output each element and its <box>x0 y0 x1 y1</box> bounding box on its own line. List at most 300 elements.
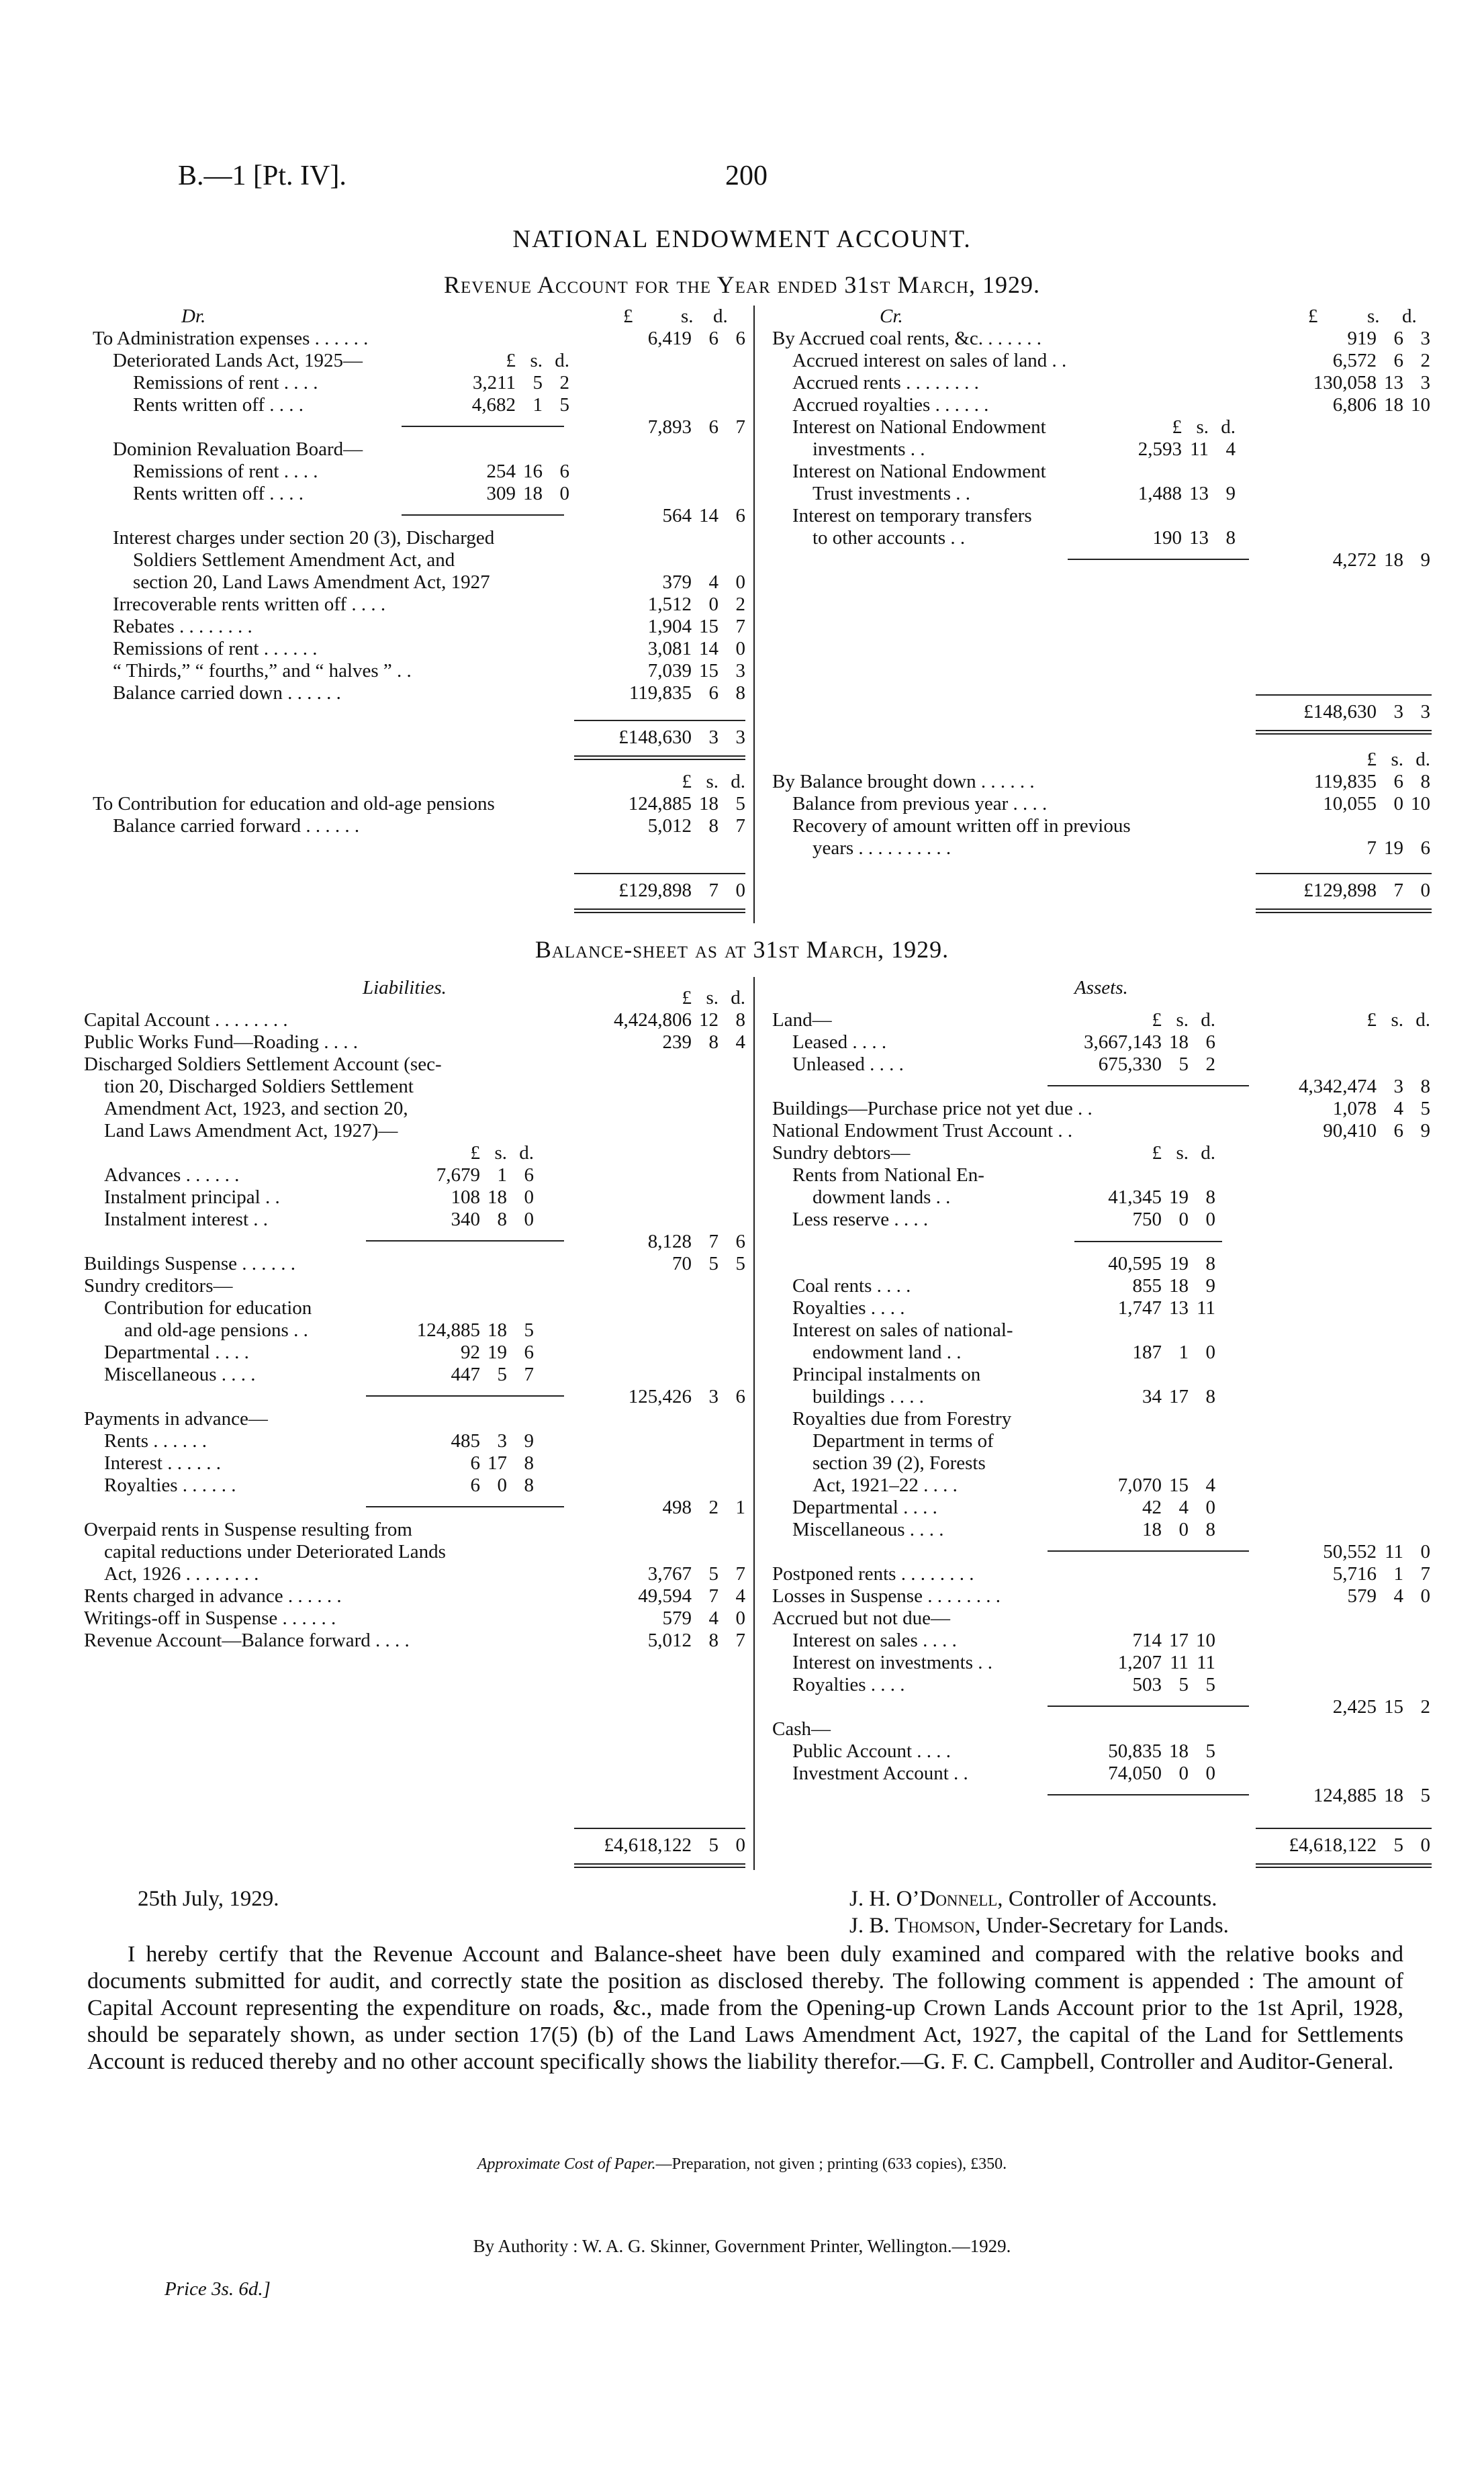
inner-pounds: 42 <box>1142 1497 1162 1518</box>
amount-pence: 8 <box>735 682 745 704</box>
ledger-row <box>772 1364 1430 1386</box>
revenue-total2-cr-d: 0 <box>1420 880 1430 901</box>
ledger-row <box>772 438 1430 461</box>
inner-shillings: 0 <box>1178 1763 1189 1784</box>
amount-pounds: 10,055 <box>1323 793 1377 814</box>
inner-shillings: s. <box>1176 1009 1189 1031</box>
ledger-row <box>772 1718 1430 1740</box>
inner-pence: 0 <box>1205 1209 1215 1230</box>
amount-pounds: 49,594 <box>638 1585 692 1607</box>
amount-pounds: 130,058 <box>1313 372 1377 393</box>
amount-shillings: 18 <box>1384 1785 1403 1806</box>
ledger-row <box>772 1054 1430 1076</box>
amount-shillings: 13 <box>1384 372 1403 393</box>
balance-heading: Balance-sheet as at 31st March, 1929. <box>535 936 949 963</box>
entry-text: Land Laws Amendment Act, 1927)— <box>104 1120 398 1141</box>
entry-text: tion 20, Discharged Soldiers Settlement <box>104 1076 414 1097</box>
ledger-row <box>772 1541 1430 1563</box>
ledger-row <box>93 483 744 505</box>
ledger-row <box>772 1607 1430 1630</box>
inner-shillings: s. <box>530 350 543 371</box>
ledger-row <box>772 1009 1430 1031</box>
ledger-row <box>84 1054 745 1076</box>
inner-pence: d. <box>1221 416 1236 438</box>
inner-pounds: 714 <box>1132 1630 1162 1651</box>
signatory-1-role: Controller of Accounts. <box>1008 1887 1217 1911</box>
entry-text: Contribution for education <box>104 1297 312 1319</box>
entry-text: Interest on sales of national- <box>792 1319 1013 1341</box>
entry-text: Department in terms of <box>813 1430 994 1452</box>
amount-shillings: 7 <box>708 1585 718 1607</box>
ledger-row <box>772 1452 1430 1475</box>
amount-pence: 7 <box>735 416 745 438</box>
inner-shillings: 0 <box>1178 1209 1189 1230</box>
inner-pence: 10 <box>1196 1630 1215 1651</box>
ledger-row <box>772 1475 1430 1497</box>
ledger-row <box>772 1563 1430 1585</box>
ledger-row <box>84 1541 745 1563</box>
entry-text: years . . . . . . . . . . <box>813 837 952 859</box>
inner-pounds: 190 <box>1152 527 1182 549</box>
ledger-row <box>772 1386 1430 1408</box>
amount-pounds: 6,419 <box>647 328 692 349</box>
amount-pounds: 5,716 <box>1332 1563 1377 1585</box>
amount-shillings: 4 <box>1393 1098 1403 1119</box>
inner-shillings: 11 <box>1170 1652 1189 1673</box>
inner-pence: d. <box>1201 1009 1215 1031</box>
inner-pounds: 187 <box>1132 1342 1162 1363</box>
cr-cur-d: d. <box>1402 306 1417 327</box>
entry-text: Remissions of rent . . . . . . <box>113 638 318 659</box>
ledger-row <box>84 1519 745 1541</box>
entry-text: investments . . <box>813 438 925 460</box>
inner-pounds: 6 <box>470 1452 480 1474</box>
liab-total-rule-top <box>574 1828 745 1829</box>
inner-pounds: 108 <box>451 1186 480 1208</box>
entry-text: Accrued interest on sales of land . . <box>792 350 1067 371</box>
ledger-row <box>772 1519 1430 1541</box>
inner-shillings: 17 <box>1169 1386 1189 1407</box>
ledger-row <box>84 1497 745 1519</box>
ledger-row <box>772 1164 1430 1186</box>
revenue-total2-dr-d: 0 <box>735 880 745 901</box>
ledger-row <box>772 837 1430 859</box>
amount-pence: 3 <box>735 660 745 682</box>
amount-pence: 6 <box>735 1231 745 1252</box>
inner-pounds: £ <box>1152 1142 1162 1164</box>
ledger-row <box>772 749 1430 771</box>
ledger-row <box>84 1607 745 1630</box>
ledger-row <box>772 1142 1430 1164</box>
entry-text: Writings-off in Suspense . . . . . . <box>84 1607 336 1629</box>
ledger-row <box>93 416 744 438</box>
dr2-total-rule-b2 <box>574 912 745 913</box>
entry-text: Coal rents . . . . <box>792 1275 911 1297</box>
signature-1 <box>849 1887 1217 1912</box>
inner-pounds: 74,050 <box>1108 1763 1162 1784</box>
entry-text: “ Thirds,” “ fourths,” and “ halves ” . . <box>113 660 412 682</box>
authority-line <box>0 2236 1484 2257</box>
inner-pounds: 1,207 <box>1117 1652 1162 1673</box>
amount-pence: d. <box>731 987 745 1009</box>
liab-total-rule-b1 <box>574 1863 745 1865</box>
ledger-row <box>84 1452 745 1475</box>
amount-shillings: 8 <box>708 815 718 837</box>
inner-pounds: £ <box>1152 1009 1162 1031</box>
amount-pounds: 7 <box>1366 837 1377 859</box>
page-number: 200 <box>725 160 768 191</box>
ledger-row <box>84 1475 745 1497</box>
inner-pence: 6 <box>524 1342 534 1363</box>
ledger-row <box>772 1408 1430 1430</box>
amount-pence: 2 <box>1420 1696 1430 1718</box>
inner-pence: 6 <box>1205 1031 1215 1053</box>
revenue-total2-cr: £129,898 <box>1303 880 1377 901</box>
entry-text: Rents written off . . . . <box>133 394 304 416</box>
entry-text: Rebates . . . . . . . . <box>113 616 252 637</box>
ledger-row <box>93 461 744 483</box>
inner-pence: 5 <box>559 394 569 416</box>
assets-total-rule-top <box>1256 1828 1432 1829</box>
subtotal-rule <box>1048 1550 1249 1552</box>
entry-text: Land— <box>772 1009 832 1031</box>
ledger-row <box>772 1740 1430 1763</box>
amount-shillings: 15 <box>699 660 718 682</box>
inner-shillings: 18 <box>488 1186 507 1208</box>
ledger-row <box>93 549 744 571</box>
entry-text: Interest on National Endowment <box>792 461 1046 482</box>
entry-text: Interest charges under section 20 (3), Discharged <box>113 527 495 549</box>
amount-pence: 3 <box>1420 328 1430 349</box>
amount-pounds: 3,767 <box>647 1563 692 1585</box>
ledger-row <box>93 372 744 394</box>
revenue-total2-cr-s: 7 <box>1393 880 1403 901</box>
amount-pence: 2 <box>1420 350 1430 371</box>
entry-text: Accrued but not due— <box>772 1607 950 1629</box>
entry-text: Royalties due from Forestry <box>792 1408 1012 1430</box>
ledger-row <box>772 1763 1430 1785</box>
ledger-row <box>84 987 745 1009</box>
amount-pence: 4 <box>735 1585 745 1607</box>
amount-pence: 6 <box>735 505 745 526</box>
amount-shillings: 6 <box>708 416 718 438</box>
inner-shillings: 5 <box>497 1364 507 1385</box>
inner-pence: 11 <box>1197 1652 1215 1673</box>
amount-pounds: 1,904 <box>647 616 692 637</box>
balance-divider <box>753 977 755 1870</box>
amount-pounds: 1,512 <box>647 594 692 615</box>
amount-pence: 7 <box>735 815 745 837</box>
inner-pence: 7 <box>524 1364 534 1385</box>
amount-pounds: 70 <box>672 1253 692 1274</box>
revenue-divider <box>753 306 755 923</box>
entry-text: and old-age pensions . . <box>124 1319 308 1341</box>
amount-shillings: 6 <box>708 328 718 349</box>
amount-pounds: 579 <box>1347 1585 1377 1607</box>
ledger-row <box>772 1674 1430 1696</box>
inner-pence: 2 <box>559 372 569 393</box>
ledger-row <box>84 1209 745 1231</box>
entry-text: Departmental . . . . <box>792 1497 937 1518</box>
inner-pence: 8 <box>1205 1519 1215 1540</box>
amount-pence: 0 <box>1420 1541 1430 1562</box>
inner-pounds: 40,595 <box>1108 1253 1162 1274</box>
balance-total-assets-d: 0 <box>1420 1834 1430 1856</box>
entry-text: Royalties . . . . . . <box>104 1475 236 1496</box>
entry-text: to other accounts . . <box>813 527 966 549</box>
ledger-row <box>772 815 1430 837</box>
entry-text: Less reserve . . . . <box>792 1209 929 1230</box>
signatory-2-name: J. B. Thomson, <box>849 1914 981 1938</box>
inner-pounds: 3,667,143 <box>1084 1031 1162 1053</box>
inner-shillings: 1 <box>497 1164 507 1186</box>
amount-shillings: 15 <box>1384 1696 1403 1718</box>
dr-label: Dr. <box>181 306 206 327</box>
inner-pence: 2 <box>1205 1054 1215 1075</box>
ledger-row <box>84 1076 745 1098</box>
amount-pence: 0 <box>735 1607 745 1629</box>
cr2-total-rule-b1 <box>1256 908 1432 910</box>
signatory-1-name: J. H. O’Donnell, <box>849 1887 1003 1911</box>
amount-pence: 6 <box>735 1386 745 1407</box>
inner-shillings: 17 <box>488 1452 507 1474</box>
amount-pence: 5 <box>735 793 745 814</box>
ledger-row <box>84 1098 745 1120</box>
inner-shillings: 15 <box>1169 1475 1189 1496</box>
entry-text: Amendment Act, 1923, and section 20, <box>104 1098 408 1119</box>
inner-pence: 4 <box>1205 1475 1215 1496</box>
ledger-row <box>93 638 744 660</box>
ledger-row <box>93 815 744 837</box>
amount-shillings: 6 <box>1393 1120 1403 1141</box>
audit-certificate: I hereby certify that the Revenue Account and Balance-sheet have been duly examined and compared with the relative books and documents submitted for audit, and correctly state the position as disclosed thereby. The following comment is appended : The amount of Capital Account representing the expenditure on roads, &c., made from the Opening-up Crown Lands Account prior to the 1st April, 1928, should be separately shown, as under section 17(5) (b) of the Land Laws Amendment Act, 1927, the capital of the Land for Settlements Account is reduced thereby and no other account specifically shows the liability therefor.—G. F. C. Campbell, Controller and Auditor-General. <box>87 1942 1403 2074</box>
amount-shillings: 4 <box>708 571 718 593</box>
cr-total-rule-top <box>1256 694 1432 696</box>
entry-text: Irrecoverable rents written off . . . . <box>113 594 386 615</box>
inner-pence: 8 <box>524 1452 534 1474</box>
ledger-row <box>772 1785 1430 1807</box>
inner-shillings: s. <box>1196 416 1209 438</box>
ledger-row <box>772 1497 1430 1519</box>
inner-pounds: 855 <box>1132 1275 1162 1297</box>
revenue-credit-entries <box>772 328 1430 571</box>
entry-text: Instalment interest . . <box>104 1209 269 1230</box>
ledger-row <box>84 1386 745 1408</box>
inner-pounds: 50,835 <box>1108 1740 1162 1762</box>
inner-pounds: 254 <box>486 461 516 482</box>
inner-pence: 8 <box>524 1475 534 1496</box>
amount-shillings: 11 <box>1385 1541 1403 1562</box>
entry-text: Recovery of amount written off in previous <box>792 815 1131 837</box>
ledger-row <box>772 1585 1430 1607</box>
ledger-row <box>84 1009 745 1031</box>
inner-shillings: 4 <box>1178 1497 1189 1518</box>
balance-total-liab-d: 0 <box>735 1834 745 1856</box>
amount-pence: 0 <box>735 638 745 659</box>
ledger-row <box>84 1297 745 1319</box>
amount-shillings: 3 <box>708 1386 718 1407</box>
amount-pence: 0 <box>1420 1585 1430 1607</box>
entry-text: Accrued royalties . . . . . . <box>792 394 989 416</box>
balance-total-assets: £4,618,122 <box>1289 1834 1377 1856</box>
inner-pence: 5 <box>524 1319 534 1341</box>
inner-shillings: 18 <box>523 483 543 504</box>
dr-cur-l: £ <box>623 306 633 327</box>
amount-pence: 4 <box>735 1031 745 1053</box>
entry-text: Payments in advance— <box>84 1408 268 1430</box>
amount-shillings: 14 <box>699 505 718 526</box>
ledger-row <box>84 1186 745 1209</box>
inner-pence: 6 <box>524 1164 534 1186</box>
entry-text: dowment lands . . <box>813 1186 951 1208</box>
amount-pounds: £ <box>682 987 692 1009</box>
ledger-row <box>93 594 744 616</box>
entry-text: buildings . . . . <box>813 1386 924 1407</box>
entry-text: Miscellaneous . . . . <box>104 1364 256 1385</box>
price: Price 3s. 6d.] <box>165 2278 271 2300</box>
ledger-row <box>772 1652 1430 1674</box>
inner-shillings: 18 <box>488 1319 507 1341</box>
ledger-row <box>93 527 744 549</box>
ledger-row <box>93 571 744 594</box>
inner-pounds: 485 <box>451 1430 480 1452</box>
amount-pounds: 919 <box>1347 328 1377 349</box>
ledger-row <box>772 1031 1430 1054</box>
amount-pounds: 6,572 <box>1332 350 1377 371</box>
amount-shillings: s. <box>1391 749 1403 770</box>
entry-text: Investment Account . . <box>792 1763 968 1784</box>
assets-total-rule-b2 <box>1256 1867 1432 1868</box>
entry-text: section 39 (2), Forests <box>813 1452 986 1474</box>
inner-pounds: 41,345 <box>1108 1186 1162 1208</box>
subtotal-rule <box>1048 1085 1249 1086</box>
revenue-total-cr: £148,630 <box>1303 701 1377 722</box>
ledger-row <box>772 1209 1430 1231</box>
entry-text: Royalties . . . . <box>792 1297 905 1319</box>
amount-shillings: 6 <box>1393 771 1403 792</box>
amount-shillings: 8 <box>708 1031 718 1053</box>
inner-shillings: 18 <box>1169 1031 1189 1053</box>
ledger-row <box>772 549 1430 571</box>
inner-shillings: 5 <box>1178 1674 1189 1695</box>
amount-pounds: 498 <box>662 1497 692 1518</box>
subtotal-rule <box>366 1395 564 1397</box>
ledger-row <box>93 793 744 815</box>
ledger-row <box>772 1297 1430 1319</box>
amount-pence: d. <box>731 771 745 792</box>
inner-pence: 9 <box>1205 1275 1215 1297</box>
amount-shillings: 1 <box>1393 1563 1403 1585</box>
amount-pence: 10 <box>1411 793 1430 814</box>
subtotal-rule <box>366 1506 564 1507</box>
amount-pounds: 4,424,806 <box>614 1009 692 1031</box>
entry-text: Accrued rents . . . . . . . . <box>792 372 979 393</box>
ledger-row <box>772 505 1430 527</box>
subtotal-rule <box>1048 1794 1249 1795</box>
entry-text: Overpaid rents in Suspense resulting from <box>84 1519 412 1540</box>
ledger-row <box>93 682 744 704</box>
ledger-row <box>772 1186 1430 1209</box>
ledger-row <box>93 771 744 793</box>
amount-pence: 6 <box>1420 837 1430 859</box>
assets-total-rule-b1 <box>1256 1863 1432 1865</box>
cost-label: Approximate Cost of Paper. <box>477 2155 656 2173</box>
ledger-row <box>84 1275 745 1297</box>
entry-text: Interest on National Endowment <box>792 416 1046 438</box>
ledger-row <box>93 438 744 461</box>
ledger-row <box>772 793 1430 815</box>
amount-pounds: 8,128 <box>647 1231 692 1252</box>
amount-shillings: s. <box>706 771 718 792</box>
ledger-row <box>772 1430 1430 1452</box>
amount-shillings: 19 <box>1384 837 1403 859</box>
inner-shillings: 13 <box>1189 483 1209 504</box>
ledger-row <box>772 416 1430 438</box>
inner-pounds: 1,747 <box>1117 1297 1162 1319</box>
dr-total-rule-top <box>574 720 745 721</box>
amount-pounds: 2,425 <box>1332 1696 1377 1718</box>
revenue-total-dr-s: 3 <box>708 727 718 748</box>
ledger-row <box>84 1585 745 1607</box>
inner-pence: d. <box>1201 1142 1215 1164</box>
cr-label: Cr. <box>880 306 903 327</box>
signatory-2-role: Under-Secretary for Lands. <box>986 1914 1229 1938</box>
inner-pence: 0 <box>524 1186 534 1208</box>
inner-shillings: 19 <box>488 1342 507 1363</box>
amount-pounds: 379 <box>662 571 692 593</box>
ledger-row <box>93 616 744 638</box>
amount-pence: 8 <box>1420 1076 1430 1097</box>
inner-pounds: £ <box>1172 416 1182 438</box>
entry-text: Interest on sales . . . . <box>792 1630 957 1651</box>
inner-pence: 5 <box>1205 1674 1215 1695</box>
authority-text: W. A. G. Skinner, Government Printer, Wellington.—1929. <box>582 2236 1011 2256</box>
revenue-total2-dr-s: 7 <box>708 880 718 901</box>
entry-text: Postponed rents . . . . . . . . <box>772 1563 974 1585</box>
entry-text: Rents written off . . . . <box>133 483 304 504</box>
revenue-total-cr-s: 3 <box>1393 701 1403 722</box>
ledger-row <box>772 1319 1430 1342</box>
amount-pounds: 124,885 <box>1313 1785 1377 1806</box>
amount-shillings: 6 <box>1393 350 1403 371</box>
revenue-heading: Revenue Account for the Year ended 31st March, 1929. <box>443 271 1041 298</box>
amount-pence: 10 <box>1411 394 1430 416</box>
inner-pounds: 503 <box>1132 1674 1162 1695</box>
entry-text: Royalties . . . . <box>792 1674 905 1695</box>
dr-total-rule-b1 <box>574 755 745 757</box>
ledger-row <box>84 1430 745 1452</box>
entry-text: Buildings Suspense . . . . . . <box>84 1253 295 1274</box>
entry-text: Discharged Soldiers Settlement Account (sec- <box>84 1054 442 1075</box>
revenue-total-dr-d: 3 <box>735 727 745 748</box>
revenue-total2-dr: £129,898 <box>618 880 692 901</box>
dr2-total-rule-top <box>574 873 745 874</box>
amount-shillings: 18 <box>1384 394 1403 416</box>
amount-shillings: 0 <box>1393 793 1403 814</box>
amount-shillings: 6 <box>708 682 718 704</box>
entry-text: capital reductions under Deteriorated Lands <box>104 1541 446 1562</box>
inner-pence: 8 <box>1205 1186 1215 1208</box>
inner-pence: 0 <box>559 483 569 504</box>
entry-text: Buildings—Purchase price not yet due . . <box>772 1098 1093 1119</box>
amount-pounds: 5,012 <box>647 815 692 837</box>
ledger-row <box>84 1408 745 1430</box>
inner-pounds: 675,330 <box>1098 1054 1162 1075</box>
amount-pence: 7 <box>1420 1563 1430 1585</box>
amount-pence: 2 <box>735 594 745 615</box>
inner-shillings: 5 <box>1178 1054 1189 1075</box>
subtotal-rule <box>1068 559 1249 560</box>
